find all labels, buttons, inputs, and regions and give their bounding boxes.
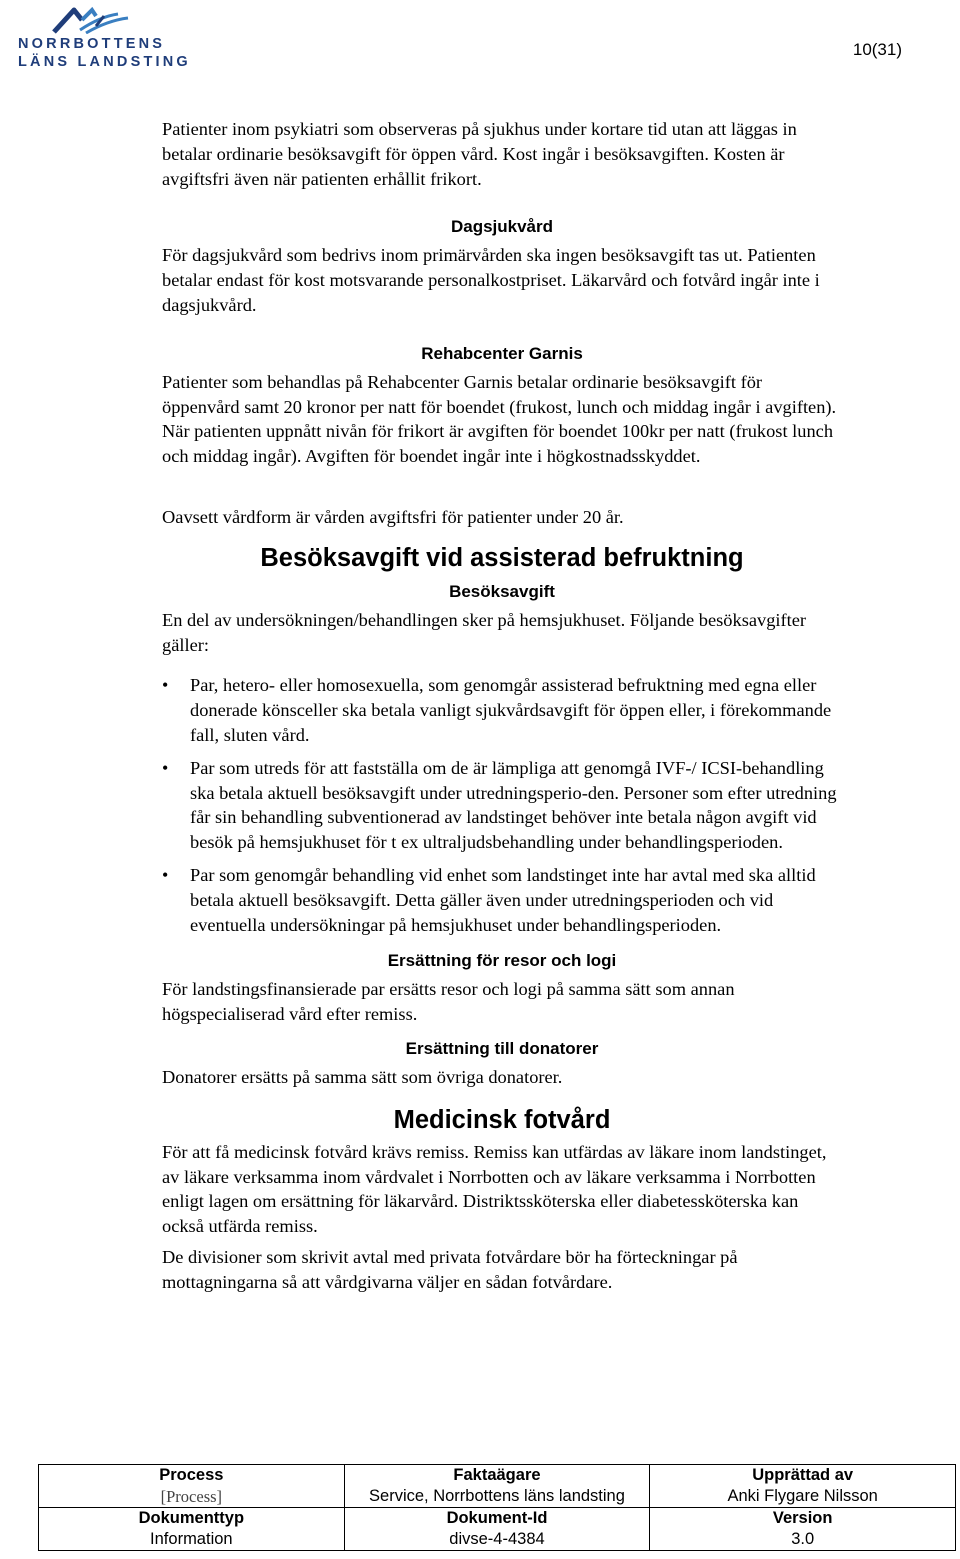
besoksavgift-list <box>162 673 842 937</box>
dokumenttyp-label: Dokumenttyp <box>138 1509 245 1527</box>
heading-rehabcenter: Rehabcenter Garnis <box>421 343 583 363</box>
paragraph-resor-logi: För landstingsfinansierade par ersätts resor och logi på samma sätt som annan högspecialiserad vård efter remiss. <box>162 979 735 1025</box>
paragraph-rehabcenter: Patienter som behandlas på Rehabcenter Garnis betalar ordinarie besöksavgift för öppenvård samt 20 kronor per natt för boendet (frukost, lunch och middag ingår i avgiften). När patienten uppnått nivån för frikort är avgiften för boendet 100kr per natt (frukost lunch och middag ingår). Avgiften för boendet ingår inte i högkostnadsskyddet. <box>162 371 837 467</box>
heading-dagsjukvard: Dagsjukvård <box>450 217 554 237</box>
heading-assisterad-befruktning: Besöksavgift vid assisterad befruktning <box>260 543 744 572</box>
heading-medicinsk-fotvard: Medicinsk fotvård <box>393 1105 611 1134</box>
version-label: Version <box>772 1509 833 1527</box>
paragraph-psykiatri: Patienter inom psykiatri som observeras på sjukhus under kortare tid utan att läggas in betalar ordinarie besöksavgift för öppen vård. Kost ingår i besöksavgiften. Kosten är avgiftsfri även när patienten erhållit frikort. <box>162 119 797 189</box>
faktaagare-value: Service, Norrbottens läns landsting <box>369 1487 625 1505</box>
cell-version <box>650 1508 956 1551</box>
document-body <box>162 117 842 1295</box>
heading-donatorer: Ersättning till donatorer <box>405 1038 599 1058</box>
paragraph-dagsjukvard: För dagsjukvård som bedrivs inom primärvården ska ingen besöksavgift tas ut. Patienten betalar endast för kost motsvarande personalkostpriset. Läkarvård och fotvård ingår inte i dagsjukvård. <box>162 245 820 315</box>
dokumentid-value: divse-4-4384 <box>449 1530 545 1548</box>
document-info-table <box>38 1464 956 1551</box>
logo-text-line2: LÄNS LANDSTING <box>18 54 191 70</box>
list-item: • Par som genomgår behandling vid enhet som landstinget inte har avtal med ska alltid betala aktuell besöksavgift. Detta gäller även under utredningsperioden och vid eventuella undersökningar på hemsjukhuset under behandlingsperioden. <box>162 863 842 937</box>
dokumenttyp-value: Information <box>150 1530 233 1548</box>
cell-process <box>39 1465 345 1508</box>
cell-faktaagare <box>344 1465 650 1508</box>
cell-dokumentid <box>344 1508 650 1551</box>
cell-upprattad <box>650 1465 956 1508</box>
process-value: [Process] <box>160 1487 223 1506</box>
upprattad-label: Upprättad av <box>752 1466 854 1484</box>
page-number: 10(31) <box>852 40 902 59</box>
paragraph-fotvard-remiss: För att få medicinsk fotvård krävs remiss. Remiss kan utfärdas av läkare inom landstinget, av läkare verksamma inom vårdvalet i Norrbotten och av läkare verksamma i Norrbotten enligt lagen om ersättning för läkarvård. Distriktssköterska eller diabetessköterska kan också utfärda remiss. <box>162 1141 827 1237</box>
logo-mark-icon <box>52 6 136 34</box>
paragraph-besoksavgift-intro: En del av undersökningen/behandlingen sker på hemsjukhuset. Följande besöksavgifter gäller: <box>162 609 807 655</box>
list-item: • Par, hetero- eller homosexuella, som genomgår assisterad befruktning med egna eller donerade könsceller ska betala vanligt sjukvårdsavgift för öppen eller, i förekommande fall, sluten vård. <box>162 673 842 747</box>
heading-resor-logi: Ersättning för resor och logi <box>387 951 617 971</box>
list-item: • Par som utreds för att fastställa om de är lämpliga att genomgå IVF-/ ICSI-behandling ska betala aktuell besöksavgift under utredningsperio-den. Personer som efter utredning får sin behandling subventionerad av landstinget behöver inte betala någon avgift vid besök på hemsjukhuset för t ex ultraljudsbehandling under behandlingsperioden. <box>162 756 842 855</box>
paragraph-fotvard-divisioner: De divisioner som skrivit avtal med privata fotvårdare bör ha förteckningar på mottagningarna så att vårdgivarna väljer en sådan fotvårdare. <box>162 1246 738 1292</box>
dokumentid-label: Dokument-Id <box>446 1509 548 1527</box>
process-label: Process <box>159 1466 224 1484</box>
faktaagare-label: Faktaägare <box>453 1466 541 1484</box>
version-value: 3.0 <box>791 1530 815 1548</box>
heading-besoksavgift: Besöksavgift <box>449 581 555 601</box>
landsting-logo <box>18 6 191 72</box>
cell-dokumenttyp <box>39 1508 345 1551</box>
paragraph-free-under-20: Oavsett vårdform är vården avgiftsfri för patienter under 20 år. <box>162 506 624 527</box>
paragraph-donatorer: Donatorer ersätts på samma sätt som övriga donatorer. <box>162 1066 563 1087</box>
logo-text-line1: NORRBOTTENS <box>18 36 166 52</box>
upprattad-value: Anki Flygare Nilsson <box>727 1487 878 1505</box>
